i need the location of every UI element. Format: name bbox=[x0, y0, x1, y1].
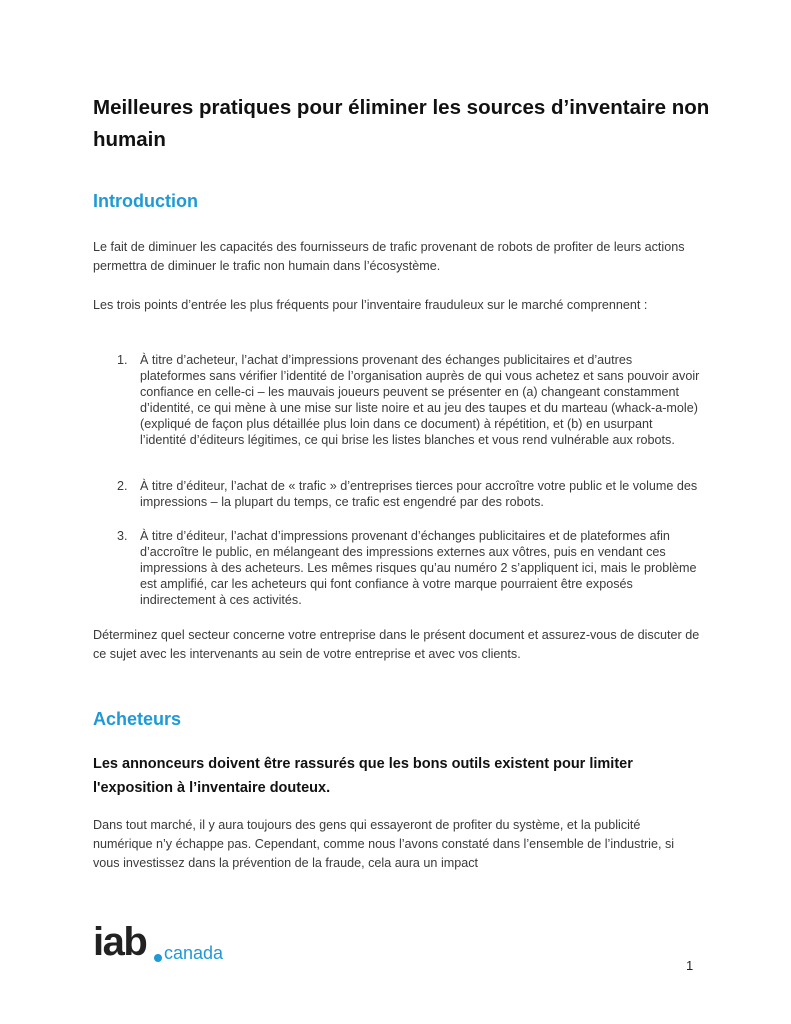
buyers-paragraph-1: Dans tout marché, il y aura toujours des gens qui essayeront de profiter du système, et la publicité numérique n’y échappe pas. Cependant, comme nous l’avons constaté dans l’ensemble de l’industrie, si vous investissez dans la prévention de la fraude, cela aura un impact bbox=[93, 818, 675, 870]
logo-suffix: canada bbox=[164, 943, 224, 963]
buyers-heading: Acheteurs bbox=[93, 709, 182, 729]
list-item-text: À titre d’éditeur, l’achat d’impressions provenant d’échanges publicitaires et de plateformes afin d’accroître le public, en mélangeant des impressions externes aux vôtres, puis en vendant ces impressions à des acheteurs. Les mêmes risques qu’au numéro 2 s’appliquent ici, mais le problème est amplifié, car les acheteurs qui font confiance à votre marque pourraient être exposés indirectement à ces activités. bbox=[140, 529, 697, 607]
introduction-heading: Introduction bbox=[93, 191, 198, 211]
introduction-paragraph-3: Déterminez quel secteur concerne votre entreprise dans le présent document et assurez-vous de discuter de ce sujet avec les intervenants au sein de votre entreprise et avec vos clients. bbox=[93, 628, 700, 661]
document-title: Meilleures pratiques pour éliminer les sources d’inventaire non humain bbox=[93, 96, 710, 151]
list-item-number: 3. bbox=[117, 529, 128, 543]
introduction-paragraph-1: Le fait de diminuer les capacités des fournisseurs de trafic provenant de robots de profiter de leurs actions permettra de diminuer le trafic non humain dans l’écosystème. bbox=[93, 240, 685, 273]
list-item-number: 2. bbox=[117, 479, 128, 493]
page-number: 1 bbox=[686, 958, 694, 973]
introduction-paragraph-2: Les trois points d’entrée les plus fréquents pour l’inventaire frauduleux sur le marché comprennent : bbox=[93, 298, 648, 312]
logo-dot-icon bbox=[154, 954, 162, 962]
list-item-text: À titre d’éditeur, l’achat de « trafic » d’entreprises tierces pour accroître votre public et le volume des impressions – la plupart du temps, ce trafic est engendré par des robots. bbox=[140, 479, 698, 509]
list-item-number: 1. bbox=[117, 353, 128, 367]
list-item-text: À titre d’acheteur, l’achat d’impressions provenant des échanges publicitaires et d’autres plateformes sans vérifier l’identité de l’organisation auprès de qui vous achetez et sans pouvoir avoir confiance en celle-ci – les mauvais joueurs peuvent se présenter en (a) changeant constamment d’identité, ce qui mène à une mise sur liste noire et au jeu des taupes et du marteau (whack-a-mole) (expliqué de façon plus détaillée plus loin dans ce document) à répétition, et (b) en usurpant l’identité d’éditeurs légitimes, ce qui brise les listes blanches et vous rend vulnérable aux robots. bbox=[140, 353, 700, 447]
buyers-subheading: Les annonceurs doivent être rassurés que les bons outils existent pour limiter l'exposition à l’inventaire douteux. bbox=[93, 756, 633, 796]
iab-canada-logo bbox=[93, 920, 263, 966]
logo-wordmark: iab bbox=[93, 920, 147, 964]
